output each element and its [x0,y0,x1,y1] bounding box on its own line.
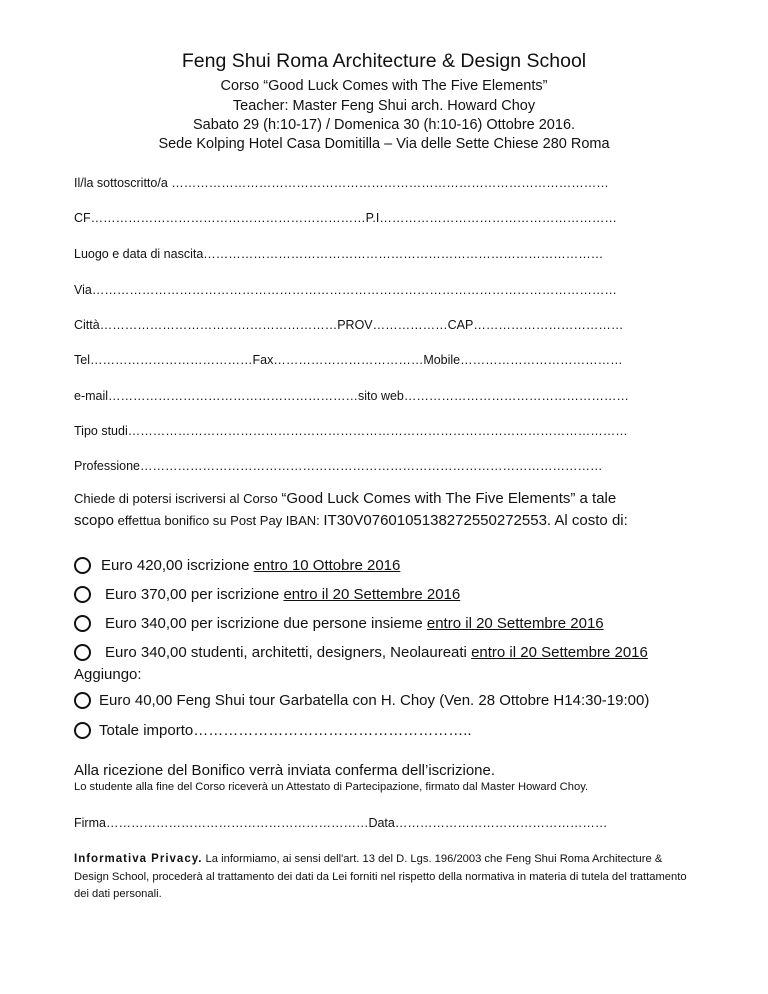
radio-circle-icon[interactable] [74,586,91,603]
field-street[interactable]: Via……………………………………………………………………………………………………………… [74,283,617,297]
option-420[interactable]: Euro 420,00 iscrizione entro 10 Ottobre 2016 [74,557,400,574]
field-cf-piva[interactable]: CF…………………………………………………………P.I………………………………………………… [74,211,617,225]
venue-line: Sede Kolping Hotel Casa Domitilla – Via delle Sette Chiese 280 Roma [158,136,610,152]
privacy-notice: Informativa Privacy. La informiamo, ai sensi dell'art. 13 del D. Lgs. 196/2003 che Feng Shui Roma Architecture & Design School, procederà al trattamento dei dati da Lei forniti nel rispetto della normativa in materia di tutela del trattamento dei dati personali. [74,853,687,900]
option-total[interactable]: Totale importo……………………………………………….. [74,722,472,739]
teacher-line: Teacher: Master Feng Shui arch. Howard Choy [232,98,536,114]
field-studies[interactable]: Tipo studi………………………………………………………………………………………………………… [74,424,628,438]
certificate-text: Lo studente alla fine del Corso riceverà un Attestato di Partecipazione, firmato dal Master Howard Choy. [74,781,589,793]
radio-circle-icon[interactable] [74,615,91,632]
course-title: Corso “Good Luck Comes with The Five Elements” [220,78,548,94]
enroll-line-1: Chiede di potersi iscriversi al Corso “Good Luck Comes with The Five Elements” a tale [74,490,617,507]
radio-circle-icon[interactable] [74,644,91,661]
option-370[interactable]: Euro 370,00 per iscrizione entro il 20 Settembre 2016 [74,586,460,603]
radio-circle-icon[interactable] [74,692,91,709]
radio-circle-icon[interactable] [74,557,91,574]
signature-field[interactable]: Firma………………………………………………………Data…………………………………………… [74,816,608,830]
dates-line: Sabato 29 (h:10-17) / Domenica 30 (h:10-16) Ottobre 2016. [192,117,576,133]
radio-circle-icon[interactable] [74,722,91,739]
enroll-line-2: scopo effettua bonifico su Post Pay IBAN: IT30V0760105138272550272553. Al costo di: [74,512,628,529]
option-340-student[interactable]: Euro 340,00 studenti, architetti, designers, Neolaureati entro il 20 Settembre 2016 [74,644,648,661]
field-profession[interactable]: Professione………………………………………………………………………………………………… [74,459,603,473]
school-title: Feng Shui Roma Architecture & Design School [181,50,587,72]
confirmation-text: Alla ricezione del Bonifico verrà inviata conferma dell’iscrizione. [74,762,496,779]
add-label: Aggiungo: [74,666,142,683]
field-email[interactable]: e-mail……………………………………………………sito web……………………………………………… [74,389,629,403]
option-340-pair[interactable]: Euro 340,00 per iscrizione due persone insieme entro il 20 Settembre 2016 [74,615,604,632]
field-birth[interactable]: Luogo e data di nascita…………………………………………………………………………………… [74,247,604,261]
field-name[interactable]: Il/la sottoscritto/a …………………………………………………………………………………………… [74,176,609,190]
field-city[interactable]: Città…………………………………………………PROV………………CAP……………………………… [74,318,624,332]
field-phone[interactable]: Tel…………………………………Fax………………………………Mobile………………………………… [74,353,623,367]
option-tour[interactable]: Euro 40,00 Feng Shui tour Garbatella con H. Choy (Ven. 28 Ottobre H14:30-19:00) [74,692,649,709]
